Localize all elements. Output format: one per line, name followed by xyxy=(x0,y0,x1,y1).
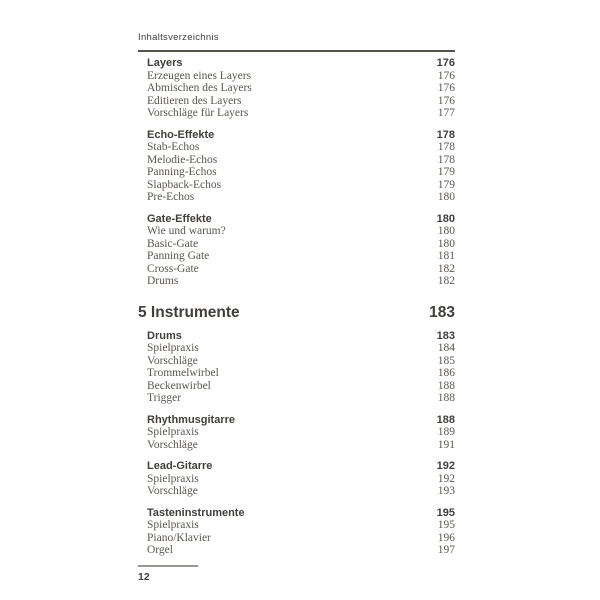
toc-entry-label: Tasteninstrumente xyxy=(147,506,245,519)
toc-entry-page: 195 xyxy=(436,506,455,519)
toc-group-layers xyxy=(138,57,455,120)
toc-subentry xyxy=(138,107,455,120)
toc-section-entry xyxy=(138,414,455,427)
toc-subentry-label: Cross-Gate xyxy=(147,262,199,275)
toc-subentry-label: Basic-Gate xyxy=(147,237,199,250)
toc-chapter-entry xyxy=(138,304,455,321)
toc-subentry xyxy=(138,70,455,83)
toc-subentry xyxy=(138,191,455,204)
toc-subentry-page: 180 xyxy=(437,191,455,203)
toc-subentry-page: 180 xyxy=(437,237,455,250)
toc-subentry xyxy=(138,179,455,192)
toc-subentry-label: Spielpraxis xyxy=(147,472,199,485)
toc-subentry xyxy=(138,519,455,532)
toc-subentry-page: 184 xyxy=(437,342,455,354)
header-rule xyxy=(138,50,455,52)
toc-subentry-page: 185 xyxy=(437,354,455,367)
toc-subentry-label: Abmischen des Layers xyxy=(147,82,252,94)
toc-group-echo-effekte xyxy=(138,129,455,204)
toc-group-5-instrumente xyxy=(138,304,455,321)
toc-subentry-label: Trigger xyxy=(147,392,182,404)
toc-group-lead-gitarre xyxy=(138,460,455,498)
toc-subentry-label: Drums xyxy=(147,275,179,287)
toc-entry-label: Lead-Gitarre xyxy=(147,460,213,472)
toc-subentry-label: Vorschläge für Layers xyxy=(147,107,249,119)
toc-subentry-label: Wie und warum? xyxy=(147,225,226,237)
toc-subentry-page: 181 xyxy=(437,250,455,262)
toc-section-entry xyxy=(138,330,455,343)
toc-subentry-page: 186 xyxy=(437,367,455,379)
toc-subentry-page: 180 xyxy=(437,225,455,237)
toc-subentry-page: 179 xyxy=(437,166,455,178)
toc-subentry-label: Vorschläge xyxy=(147,485,198,497)
toc-subentry-page: 192 xyxy=(437,472,455,485)
toc-subentry-label: Vorschläge xyxy=(147,438,198,451)
toc-subentry xyxy=(138,263,455,276)
toc-subentry xyxy=(138,426,455,439)
toc-subentry-page: 197 xyxy=(437,544,455,556)
toc-subentry xyxy=(138,532,455,545)
toc-subentry-label: Editieren des Layers xyxy=(147,94,242,107)
toc-subentry-label: Vorschläge xyxy=(147,354,198,367)
toc-group-tasteninstrumente xyxy=(138,507,455,557)
toc-subentry xyxy=(138,380,455,393)
toc-subentry-label: Trommelwirbel xyxy=(147,367,219,379)
toc-subentry-label: Melodie-Echos xyxy=(147,153,218,166)
toc-subentry-page: 195 xyxy=(437,519,455,531)
toc-subentry-label: Panning-Echos xyxy=(147,166,217,178)
toc-subentry xyxy=(138,250,455,263)
toc-subentry xyxy=(138,473,455,486)
toc-subentry xyxy=(138,485,455,498)
toc-entry-page: 178 xyxy=(436,128,455,141)
toc-subentry xyxy=(138,439,455,452)
toc-subentry-label: Beckenwirbel xyxy=(147,379,211,392)
toc-subentry xyxy=(138,166,455,179)
toc-subentry-page: 179 xyxy=(437,178,455,191)
toc-subentry-label: Spielpraxis xyxy=(147,426,199,438)
toc-section-entry xyxy=(138,213,455,226)
toc-entry-page: 180 xyxy=(436,212,455,225)
toc-subentry xyxy=(138,275,455,288)
toc-section-entry xyxy=(138,57,455,70)
toc-entry-label: Layers xyxy=(147,57,183,69)
toc-subentry-label: Slapback-Echos xyxy=(147,178,222,191)
toc-subentry-label: Erzeugen eines Layers xyxy=(147,69,252,82)
toc-subentry xyxy=(138,154,455,167)
toc-subentry-page: 188 xyxy=(437,379,455,392)
page-number: 12 xyxy=(138,571,150,583)
toc-subentry-label: Piano/Klavier xyxy=(147,531,211,544)
toc-subentry-page: 193 xyxy=(437,485,455,497)
toc-entry-label: Drums xyxy=(147,329,182,342)
toc-subentry-page: 191 xyxy=(437,438,455,451)
toc-subentry-page: 196 xyxy=(437,531,455,544)
toc-subentry-label: Spielpraxis xyxy=(147,519,199,531)
toc-entry-label: Rhythmusgitarre xyxy=(147,413,236,426)
toc-group-gate-effekte xyxy=(138,213,455,288)
toc-section-entry xyxy=(138,507,455,520)
toc-subentry-page: 188 xyxy=(437,392,455,404)
toc-subentry-label: Spielpraxis xyxy=(147,342,199,354)
toc-subentry-label: Stab-Echos xyxy=(147,141,200,153)
toc-entry-label: 5 Instrumente xyxy=(138,303,240,321)
toc-subentry xyxy=(138,355,455,368)
toc-section-entry xyxy=(138,129,455,142)
toc-subentry xyxy=(138,225,455,238)
toc-entry-page: 192 xyxy=(436,460,455,472)
toc-entry-page: 183 xyxy=(429,303,455,321)
toc-entry-page: 183 xyxy=(436,329,455,342)
running-head: Inhaltsverzeichnis xyxy=(138,32,219,43)
footer-rule xyxy=(138,565,198,567)
toc-subentry xyxy=(138,141,455,154)
toc-subentry-label: Orgel xyxy=(147,544,173,556)
toc-subentry xyxy=(138,82,455,95)
toc-subentry-page: 189 xyxy=(437,426,455,438)
toc-subentry-page: 176 xyxy=(437,94,455,107)
toc-subentry xyxy=(138,392,455,405)
toc-entry-label: Echo-Effekte xyxy=(147,128,215,141)
toc-subentry xyxy=(138,342,455,355)
toc-subentry-page: 182 xyxy=(437,262,455,275)
toc-subentry-label: Panning Gate xyxy=(147,250,210,262)
toc-subentry xyxy=(138,544,455,557)
toc-subentry xyxy=(138,95,455,108)
toc-subentry-label: Pre-Echos xyxy=(147,191,195,203)
toc-entry-label: Gate-Effekte xyxy=(147,212,212,225)
toc-list xyxy=(138,57,455,557)
toc-subentry-page: 182 xyxy=(437,275,455,287)
toc-subentry xyxy=(138,367,455,380)
toc-subentry-page: 176 xyxy=(437,69,455,82)
toc-group-rhythmusgitarre xyxy=(138,414,455,452)
toc-group-drums xyxy=(138,330,455,405)
toc-subentry-page: 178 xyxy=(437,141,455,153)
toc-subentry-page: 176 xyxy=(437,82,455,94)
toc-subentry xyxy=(138,238,455,251)
toc-entry-page: 188 xyxy=(436,413,455,426)
toc-section-entry xyxy=(138,460,455,473)
toc-subentry-page: 177 xyxy=(437,107,455,119)
toc-subentry-page: 178 xyxy=(437,153,455,166)
toc-entry-page: 176 xyxy=(436,57,455,69)
